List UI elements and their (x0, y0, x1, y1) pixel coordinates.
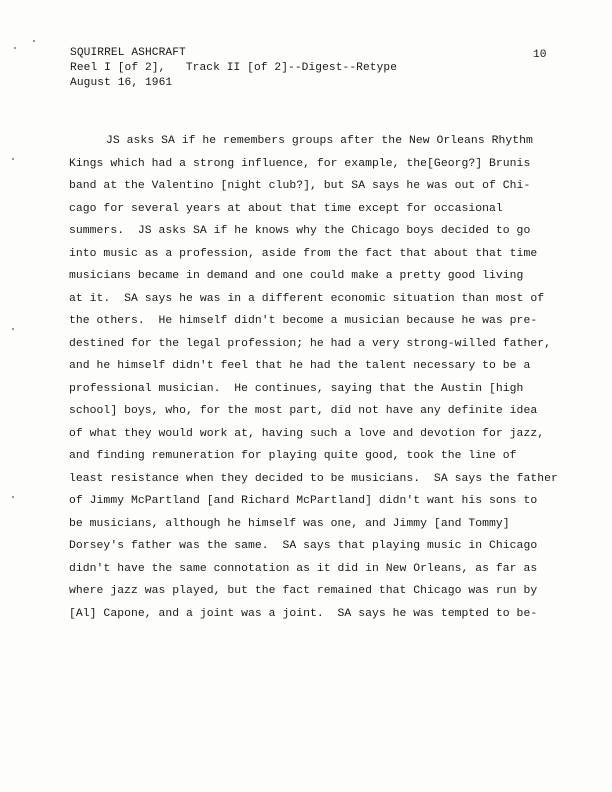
scan-speck (12, 496, 14, 498)
page-number: 10 (533, 49, 547, 61)
body-line: cago for several years at about that time except for occasional (69, 202, 503, 215)
scan-speck (12, 328, 14, 330)
body-line: summers. JS asks SA if he knows why the Chicago boys decided to go (69, 225, 531, 237)
body-line: musicians became in demand and one could make a pretty good living (69, 270, 524, 282)
body-line: the others. He himself didn't become a musician because he was pre- (69, 315, 538, 327)
body-line: and he himself didn't feel that he had the talent necessary to be a (69, 360, 531, 372)
body-line: professional musician. He continues, saying that the Austin [high (69, 382, 524, 395)
document-header (70, 46, 397, 91)
header-name: SQUIRREL ASHCRAFT (70, 47, 186, 59)
body-line: didn't have the same connotation as it did in New Orleans, as far as (69, 562, 538, 575)
body-line: least resistance when they decided to be musicians. SA says the father (69, 472, 558, 485)
body-line: school] boys, who, for the most part, did not have any definite idea (69, 405, 538, 417)
body-line: Dorsey's father was the same. SA says that playing music in Chicago (69, 540, 538, 552)
header-reel-track: Reel I [of 2], Track II [of 2]--Digest--Retype (70, 62, 398, 74)
body-line: of Jimmy McPartland [and Richard McPartland] didn't want his sons to (69, 495, 538, 507)
body-line: JS asks SA if he remembers groups after the New Orleans Rhythm (106, 135, 533, 147)
header-date: August 16, 1961 (70, 77, 173, 89)
body-line: band at the Valentino [night club?], but SA says he was out of Chi- (69, 180, 531, 192)
transcript-body (69, 130, 569, 625)
scan-speck (33, 40, 35, 42)
scan-speck (14, 47, 16, 49)
body-line: at it. SA says he was in a different economic situation than most of (69, 292, 545, 305)
body-line: [Al] Capone, and a joint was a joint. SA says he was tempted to be- (69, 607, 538, 620)
body-line: be musicians, although he himself was one, and Jimmy [and Tommy] (69, 517, 510, 530)
body-line: destined for the legal profession; he had a very strong-willed father, (69, 337, 551, 350)
body-line: and finding remuneration for playing quite good, took the line of (69, 450, 517, 462)
body-line: of what they would work at, having such a love and devotion for jazz, (69, 427, 545, 440)
body-line: into music as a profession, aside from the fact that about that time (69, 247, 538, 260)
body-line: Kings which had a strong influence, for example, the[Georg?] Brunis (69, 157, 531, 170)
scan-speck (12, 158, 14, 160)
body-line: where jazz was played, but the fact remained that Chicago was run by (69, 585, 538, 597)
